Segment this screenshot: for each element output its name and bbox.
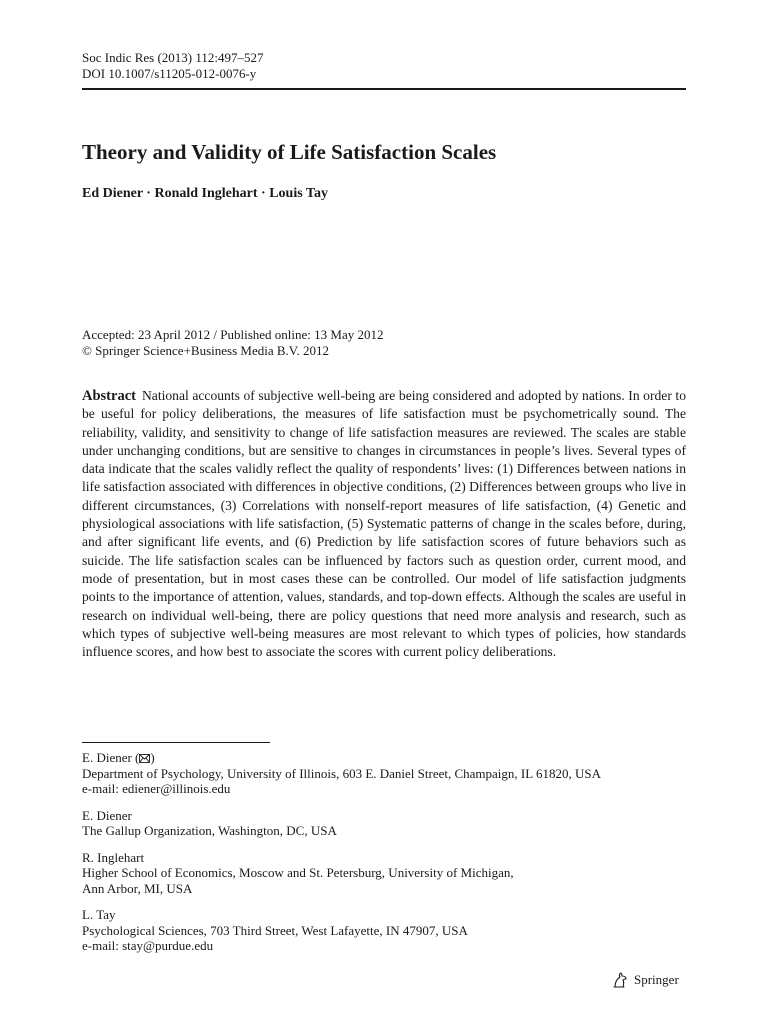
affiliation-author: E. Diener ( ) — [82, 750, 155, 765]
accepted-published-date: Accepted: 23 April 2012 / Published online: 13 May 2012 — [82, 327, 384, 342]
affiliation-address: Higher School of Economics, Moscow and St. Petersburg, University of Michigan, — [82, 865, 514, 880]
copyright-notice: © Springer Science+Business Media B.V. 2012 — [82, 343, 329, 358]
affiliation-diener-illinois — [82, 750, 686, 797]
journal-doi: DOI 10.1007/s11205-012-0076-y — [82, 66, 257, 81]
header-rule — [82, 88, 686, 90]
affiliation-email: e-mail: ediener@illinois.edu — [82, 781, 231, 796]
affiliation-address: Department of Psychology, University of Illinois, 603 E. Daniel Street, Champaign, IL 61820, USA — [82, 765, 601, 781]
publisher-logo — [612, 971, 679, 989]
journal-citation: Soc Indic Res (2013) 112:497–527 — [82, 50, 264, 65]
affiliation-diener-gallup — [82, 808, 686, 839]
affiliations — [82, 750, 686, 965]
journal-meta — [82, 50, 264, 82]
abstract — [82, 387, 686, 661]
affiliation-address-cont: Ann Arbor, MI, USA — [82, 880, 193, 896]
publication-dates — [82, 327, 384, 359]
affiliation-author: E. Diener — [82, 807, 132, 823]
affiliation-author: R. Inglehart — [82, 849, 145, 865]
affiliation-tay — [82, 907, 686, 954]
envelope-icon — [139, 754, 150, 763]
affiliation-author: L. Tay — [82, 907, 116, 922]
springer-horse-icon — [612, 971, 629, 989]
affiliation-inglehart — [82, 850, 686, 897]
footnote-rule — [82, 742, 270, 743]
affiliation-address: Psychological Sciences, 703 Third Street, West Lafayette, IN 47907, USA — [82, 922, 468, 938]
abstract-heading: Abstract — [82, 388, 136, 404]
abstract-text: National accounts of subjective well-being are being considered and adopted by nations. In order to be useful for policy deliberations, the measures of life satisfaction must be psychometrically sound. The reliability, validity, and sensitivity to change of life satisfaction measures are reviewed. The scales are stable under unchanging conditions, but are sensitive to changes in circumstances in people’s lives. Several types of data indicate that the scales validly reflect the quality of respondents’ lives: (1) Differences between nations in life satisfaction associated with differences in objective conditions, (2) Differences between groups who live in different circumstances, (3) Correlations with nonself-report measures of life satisfaction, (4) Genetic and physiological associations with life satisfaction, (5) Systematic patterns of change in the scales before, during, and after significant life events, and (6) Prediction by life satisfaction scores of future behaviors such as suicide. The life satisfaction scales can be influenced by factors such as question order, current mood, and mode of presentation, but in most cases these can be controlled. Our model of life satisfaction judgments points to the importance of attention, values, standards, and top-down effects. Although the scales are useful in research on individual well-being, there are policy questions that need more analysis and research, such as which types of subjective well-being measures are most relevant to which types of policies, how standards influence scores, and how best to associate the scores with current policy deliberations. — [82, 388, 686, 660]
publisher-name: Springer — [634, 972, 679, 987]
article-authors: Ed Diener · Ronald Inglehart · Louis Tay — [82, 186, 328, 201]
affiliation-address: The Gallup Organization, Washington, DC, USA — [82, 823, 337, 838]
article-title: Theory and Validity of Life Satisfaction Scales — [82, 140, 497, 164]
affiliation-email: e-mail: stay@purdue.edu — [82, 938, 214, 953]
